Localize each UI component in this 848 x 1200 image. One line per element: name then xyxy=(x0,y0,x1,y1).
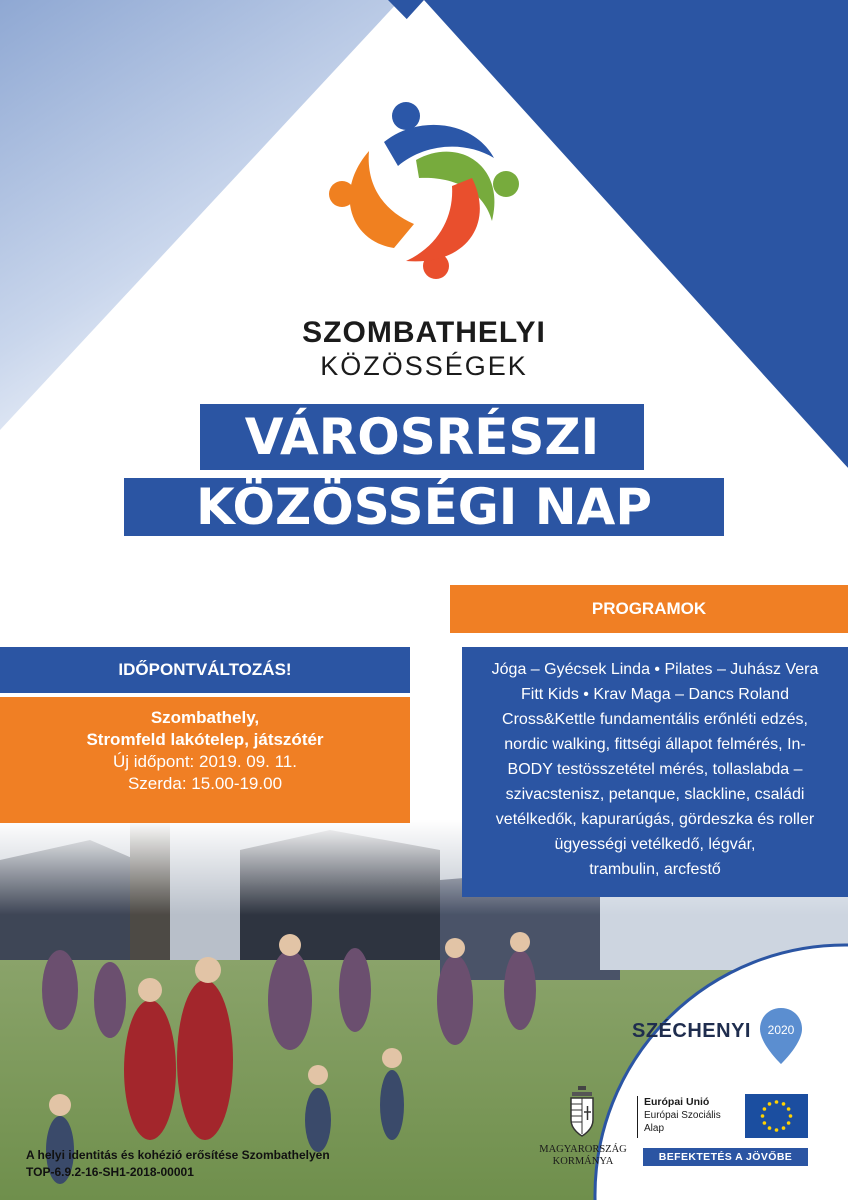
government-logo-text xyxy=(538,1144,628,1168)
eu-fund-text xyxy=(637,1096,741,1138)
footer-code: TOP-6.9.2-16-SH1-2018-00001 xyxy=(26,1165,194,1179)
eu-line3: Alap xyxy=(644,1123,665,1134)
program-line: Fitt Kids • Krav Maga – Dancs Roland xyxy=(521,686,789,703)
event-title-line1-text: VÁROSRÉSZI xyxy=(244,408,600,466)
community-logo xyxy=(324,96,524,286)
project-footer xyxy=(26,1147,330,1181)
brand-subtitle: KÖZÖSSÉGEK xyxy=(320,351,528,381)
program-line: trambulin, arcfestő xyxy=(589,861,721,878)
eu-flag-icon xyxy=(745,1094,808,1138)
programs-list xyxy=(462,647,848,897)
gov-line2: KORMÁNYA xyxy=(552,1156,614,1167)
day-time: Szerda: 15.00-19.00 xyxy=(127,774,283,793)
programs-heading: PROGRAMOK xyxy=(450,585,848,633)
program-line: szivacstenisz, petanque, slackline, családi xyxy=(505,786,805,803)
hungary-coat-of-arms-icon xyxy=(566,1086,598,1140)
date-change-heading: IDŐPONTVÁLTOZÁS! xyxy=(0,647,410,693)
invest-in-future-badge: BEFEKTETÉS A JÖVŐBE xyxy=(643,1148,808,1166)
location-line1: Szombathely, xyxy=(150,708,260,727)
program-line: vetélkedők, kapurarúgás, gördeszka és roller xyxy=(495,811,815,828)
program-line: ügyességi vetélkedő, légvár, xyxy=(554,836,756,853)
event-title-line1 xyxy=(200,404,644,470)
program-line: Jóga – Gyécsek Linda • Pilates – Juhász Vera xyxy=(491,661,819,678)
new-date: Új időpont: 2019. 09. 11. xyxy=(113,752,297,771)
location-line2: Stromfeld lakótelep, játszótér xyxy=(86,730,324,749)
szechenyi-logo-text: SZÉCHENYI xyxy=(632,1020,751,1042)
program-line: nordic walking, fittségi állapot felmérés, In- xyxy=(504,736,806,753)
event-title-line2 xyxy=(124,478,724,536)
event-title-line2-text: KÖZÖSSÉGI NAP xyxy=(196,478,652,536)
szechenyi-year: 2020 xyxy=(767,1023,795,1037)
eu-line2: Európai Szociális xyxy=(644,1110,721,1121)
brand-title: SZOMBATHELYI xyxy=(302,316,546,349)
date-change-details xyxy=(0,697,410,823)
program-line: BODY testösszetétel mérés, tollaslabda – xyxy=(507,761,803,778)
footer-line1: A helyi identitás és kohézió erősítése Szombathelyen xyxy=(26,1148,330,1162)
program-line: Cross&Kettle fundamentális erőnléti edzés, xyxy=(502,711,808,728)
gov-line1: MAGYARORSZÁG xyxy=(539,1144,627,1155)
eu-line1: Európai Unió xyxy=(644,1096,710,1108)
szechenyi-pin-icon xyxy=(757,1006,805,1066)
